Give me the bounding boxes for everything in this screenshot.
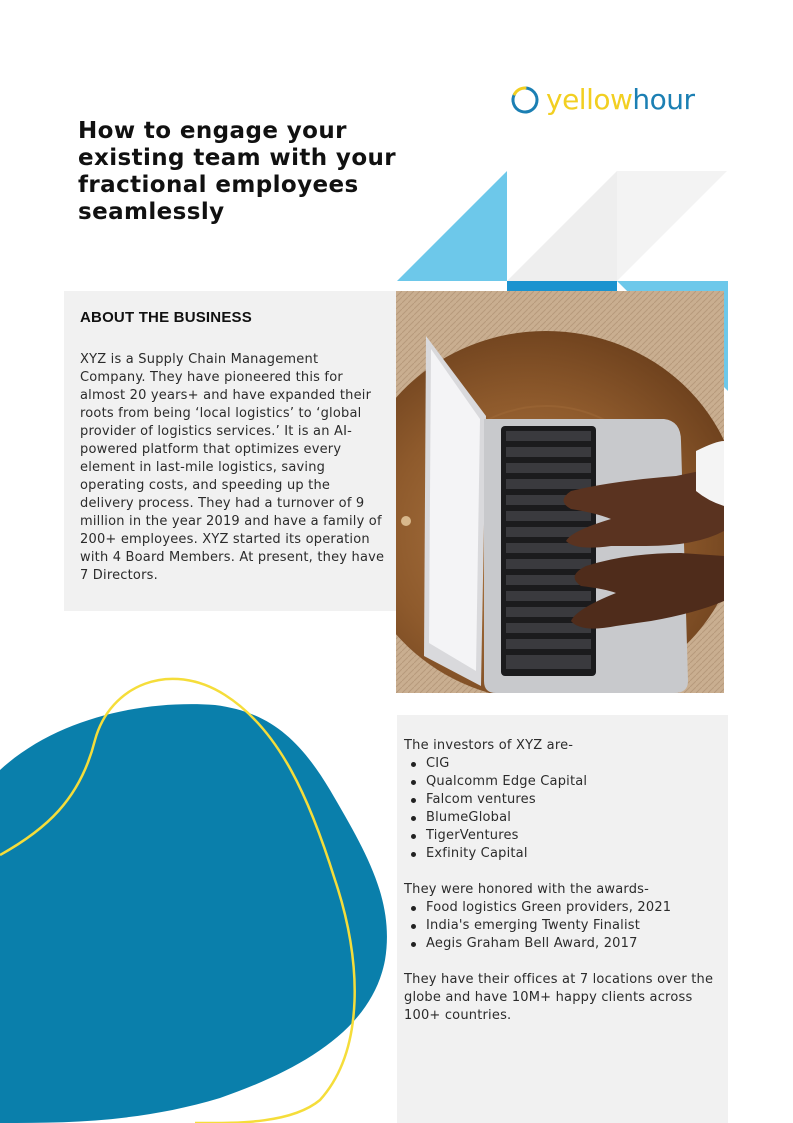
blue-blob [0, 704, 387, 1123]
awards-list [404, 899, 722, 953]
list-item: TigerVentures [404, 827, 722, 845]
awards-section [404, 881, 722, 953]
investors-panel [397, 715, 728, 1123]
blue-strip [507, 281, 617, 291]
logo-word-hour: hour [632, 83, 695, 116]
laptop-photo [396, 291, 724, 693]
list-item: Qualcomm Edge Capital [404, 773, 722, 791]
investors-intro: The investors of XYZ are- [404, 738, 574, 753]
about-heading: ABOUT THE BUSINESS [80, 309, 252, 326]
gray-triangle-1 [507, 171, 617, 281]
list-item: CIG [404, 755, 722, 773]
list-item: Falcom ventures [404, 791, 722, 809]
investors-section [404, 737, 722, 863]
list-item: India's emerging Twenty Finalist [404, 917, 722, 935]
logo-wordmark [546, 82, 695, 118]
list-item: Food logistics Green providers, 2021 [404, 899, 722, 917]
list-item: BlumeGlobal [404, 809, 722, 827]
logo-word-yellow: yellow [546, 83, 633, 116]
about-body: XYZ is a Supply Chain Management Company. They have pioneered this for almost 20 years+ and have expanded their roots from being ‘local logistics’ to ‘global provider of logistics services.’ It is an AI-powered platform that optimizes every element in last-mile logistics, saving operating costs, and speeding up the delivery process. They had a turnover of 9 million in the year 2019 and have a family of 200+ employees. XYZ started its operation with 4 Board Members. At present, they have 7 Directors. [80, 352, 385, 583]
offices-text: They have their offices at 7 locations over the globe and have 10M+ happy clients across 100+ countries. [404, 972, 714, 1023]
page-title: How to engage your existing team with your fractional employees seamlessly [78, 118, 397, 225]
about-panel [64, 291, 397, 611]
logo-ring-icon [510, 85, 540, 115]
list-item: Exfinity Capital [404, 845, 722, 863]
light-blue-triangle [397, 171, 507, 281]
laptop-illustration [396, 291, 724, 693]
list-item: Aegis Graham Bell Award, 2017 [404, 935, 722, 953]
investors-list [404, 755, 722, 863]
awards-intro: They were honored with the awards- [404, 882, 650, 897]
gray-triangle-3 [617, 171, 727, 281]
brand-logo [510, 82, 695, 118]
